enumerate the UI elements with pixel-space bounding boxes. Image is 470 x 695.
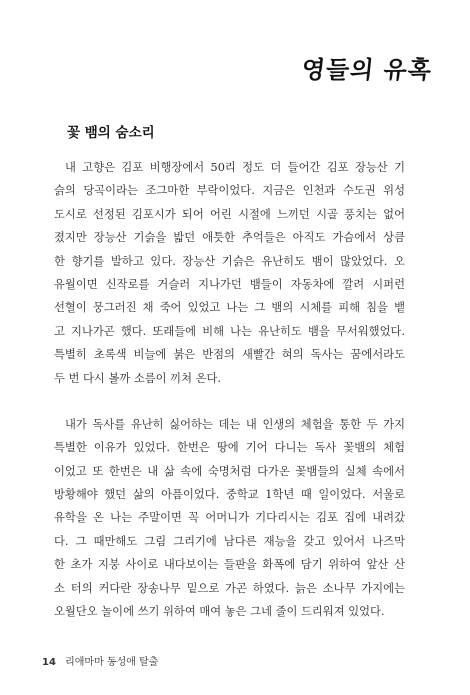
text-line: 이었고 또 한번은 내 삶 속에 숙명처럼 다가온 꽃뱀들의 실체 속에서 [54, 464, 405, 478]
chapter-title: 영들의 유혹 [299, 56, 434, 84]
text-line: 고 지나가곤 했다. 또래들에 비해 나는 유난히도 뱀을 무서워했었다. [54, 324, 405, 338]
text-line: 유학을 온 나는 주말이면 꼭 어머니가 기다리시는 김포 집에 내려갔 [54, 511, 405, 525]
section-heading: 꽃 뱀의 숨소리 [67, 125, 155, 141]
page-number: 14 [42, 657, 56, 668]
text-line: 내 고향은 김포 비행장에서 50리 정도 더 들어간 김포 장능산 기 [65, 161, 405, 174]
text-line: 한 초가 지붕 사이로 내다보이는 들판을 화폭에 담기 위하여 앞산 산 [54, 558, 405, 572]
text-line: 슭의 당곡이라는 조그마한 부락이었다. 지금은 인천과 수도권 위성 [54, 184, 405, 198]
paragraph-gap [54, 390, 405, 413]
text-line: 다. 그 때만해도 그림 그리기에 남다른 재능을 갖고 있어서 나즈막 [54, 534, 405, 548]
body-text [54, 156, 405, 623]
text-line: 졌지만 장능산 기슭을 밟던 애틋한 추억들은 아직도 가슴에서 상큼 [54, 231, 405, 245]
text-line: 한 향기를 발하고 있다. 장능산 기슭은 유난히도 뱀이 많았었다. 오 [54, 254, 405, 268]
text-line: 오월단오 놀이에 쓰기 위하여 매여 놓은 그네 줄이 드리워져 있었다. [54, 605, 385, 619]
text-line: 방황해야 했던 삶의 아픔이었다. 중학교 1학년 때 일이었다. 서울로 [54, 488, 405, 502]
text-line: 내가 독사를 유난히 싫어하는 데는 내 인생의 체험을 통한 두 가지 [65, 417, 405, 431]
text-line: 소 터의 커다란 장송나무 밑으로 가곤 하였다. 늙은 소나무 가지에는 [54, 581, 405, 595]
text-line: 특별한 이유가 있었다. 한번은 땅에 기어 다니는 독사 꽃뱀의 체험 [54, 441, 405, 455]
text-line: 도시로 선정된 김포시가 되어 어린 시절에 느끼던 시골 풍치는 없어 [54, 207, 405, 221]
page-footer [42, 653, 158, 668]
paragraph-2 [54, 413, 405, 624]
text-line: 두 번 다시 볼까 소름이 끼쳐 온다. [54, 371, 222, 385]
paragraph-1 [54, 156, 405, 390]
text-line: 선혈이 뭉그러진 채 죽어 있었고 나는 그 뱀의 시체를 피해 침을 뱉 [54, 301, 405, 315]
text-line: 유월이면 신작로를 거슬러 지나가던 뱀들이 자동차에 깔려 시퍼런 [54, 277, 405, 291]
text-line: 특별히 초록색 비늘에 붉은 반점의 새빨간 혀의 독사는 꿈에서라도 [54, 348, 405, 362]
book-title: 리애마마 동성애 탈출 [65, 657, 159, 668]
